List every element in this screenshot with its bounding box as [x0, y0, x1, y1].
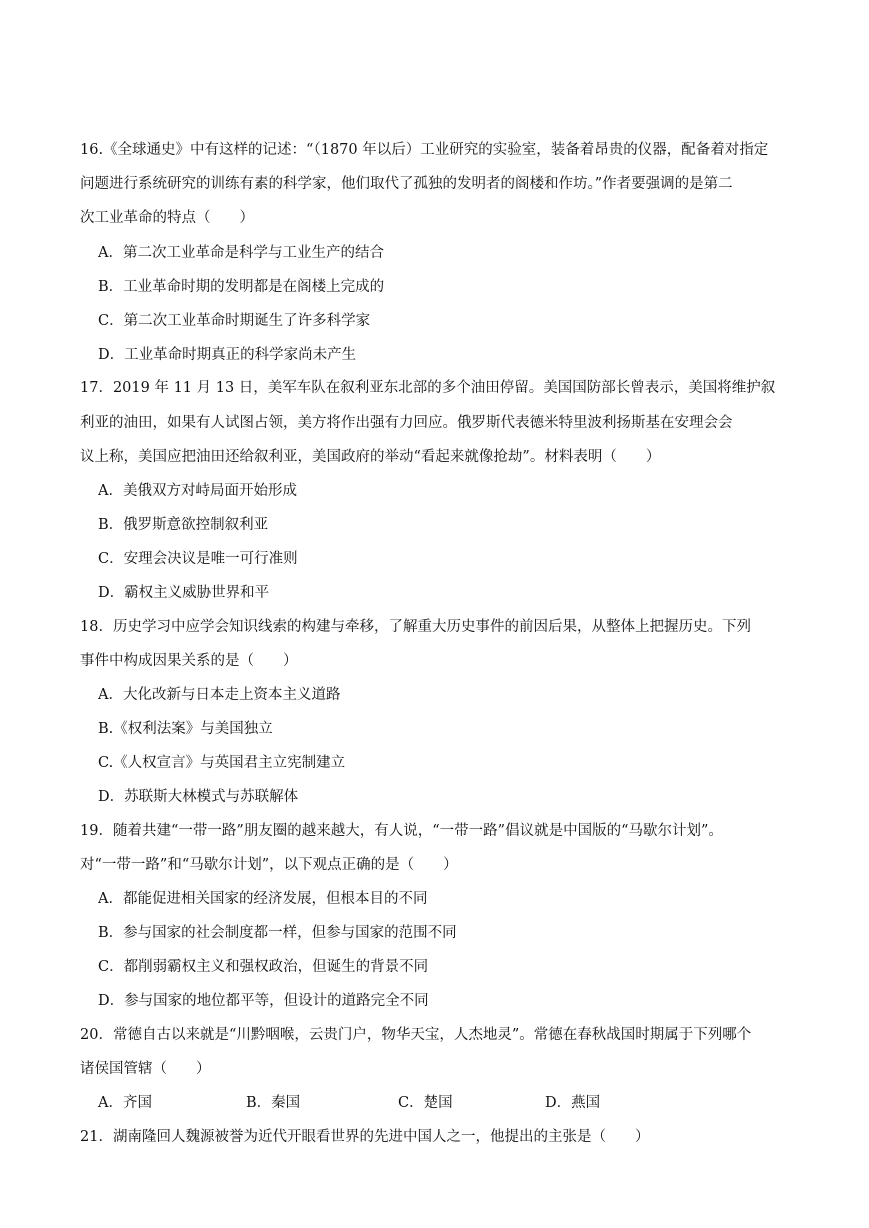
question-18-option-a: A．大化改新与日本走上资本主义道路	[98, 687, 341, 703]
question-17-line-1: 17．2019 年 11 月 13 日，美军车队在叙利亚东北部的多个油田停留。美国国防部长曾表示，美国将维护叙	[80, 380, 776, 396]
question-17-option-b: B．俄罗斯意欲控制叙利亚	[98, 517, 269, 533]
question-18-option-b: B.《权利法案》与美国独立	[98, 721, 273, 737]
question-19-option-a: A．都能促进相关国家的经济发展，但根本目的不同	[98, 891, 428, 907]
question-17-option-c: C．安理会决议是唯一可行准则	[98, 551, 298, 567]
question-20-line-2: 诸侯国管辖（ ）	[80, 1061, 211, 1077]
question-18-line-1: 18．历史学习中应学会知识线索的构建与牵移，了解重大历史事件的前因后果，从整体上把握历史。下列	[80, 619, 751, 635]
question-19-line-2: 对“一带一路”和“马歇尔计划”，以下观点正确的是（ ）	[80, 857, 458, 873]
question-16-line-3: 次工业革命的特点（ ）	[80, 210, 254, 226]
question-20-line-1: 20．常德自古以来就是“川黔咽喉，云贵门户，物华天宝，人杰地灵”。常德在春秋战国时期属于下列哪个	[80, 1027, 752, 1043]
question-19-option-d: D．参与国家的地位都平等，但设计的道路完全不同	[98, 993, 429, 1009]
question-18-line-2: 事件中构成因果关系的是（ ）	[80, 653, 298, 669]
question-16-option-a: A．第二次工业革命是科学与工业生产的结合	[98, 245, 384, 261]
question-18-option-d: D．苏联斯大林模式与苏联解体	[98, 789, 299, 805]
question-16-option-d: D．工业革命时期真正的科学家尚未产生	[98, 347, 357, 363]
question-20-option-a: A．齐国	[98, 1095, 152, 1111]
question-17-line-2: 利亚的油田，如果有人试图占领，美方将作出强有力回应。俄罗斯代表德米特里波利扬斯基在安理会会	[80, 415, 733, 431]
question-16-option-c: C．第二次工业革命时期诞生了许多科学家	[98, 313, 371, 329]
question-17-option-a: A．美俄双方对峙局面开始形成	[98, 483, 297, 499]
question-19-option-c: C．都削弱霸权主义和强权政治，但诞生的背景不同	[98, 959, 429, 975]
question-19-option-b: B．参与国家的社会制度都一样，但参与国家的范围不同	[98, 925, 457, 941]
question-16-line-1: 16.《全球通史》中有这样的记述：“（1870 年以后）工业研究的实验室，装备着昂贵的仪器，配备着对指定	[80, 142, 769, 158]
question-20-option-b: B．秦国	[246, 1095, 301, 1111]
question-17-option-d: D．霸权主义威胁世界和平	[98, 585, 270, 601]
question-20-option-d: D．燕国	[545, 1095, 601, 1111]
question-18-option-c: C.《人权宣言》与英国君主立宪制建立	[98, 755, 346, 771]
question-16-option-b: B．工业革命时期的发明都是在阁楼上完成的	[98, 279, 385, 295]
question-21-line-1: 21．湖南隆回人魏源被誉为近代开眼看世界的先进中国人之一，他提出的主张是（ ）	[80, 1129, 650, 1145]
question-16-line-2: 问题进行系统研究的训练有素的科学家，他们取代了孤独的发明者的阁楼和作坊。”作者要强调的是第二	[80, 176, 733, 192]
question-20-option-c: C．楚国	[398, 1095, 453, 1111]
question-17-line-3: 议上称，美国应把油田还给叙利亚，美国政府的举动“看起来就像抢劫”。材料表明（ ）	[80, 449, 661, 465]
question-19-line-1: 19．随着共建“一带一路”朋友圈的越来越大，有人说，“一带一路”倡议就是中国版的“马歇尔计划”。	[80, 823, 723, 839]
